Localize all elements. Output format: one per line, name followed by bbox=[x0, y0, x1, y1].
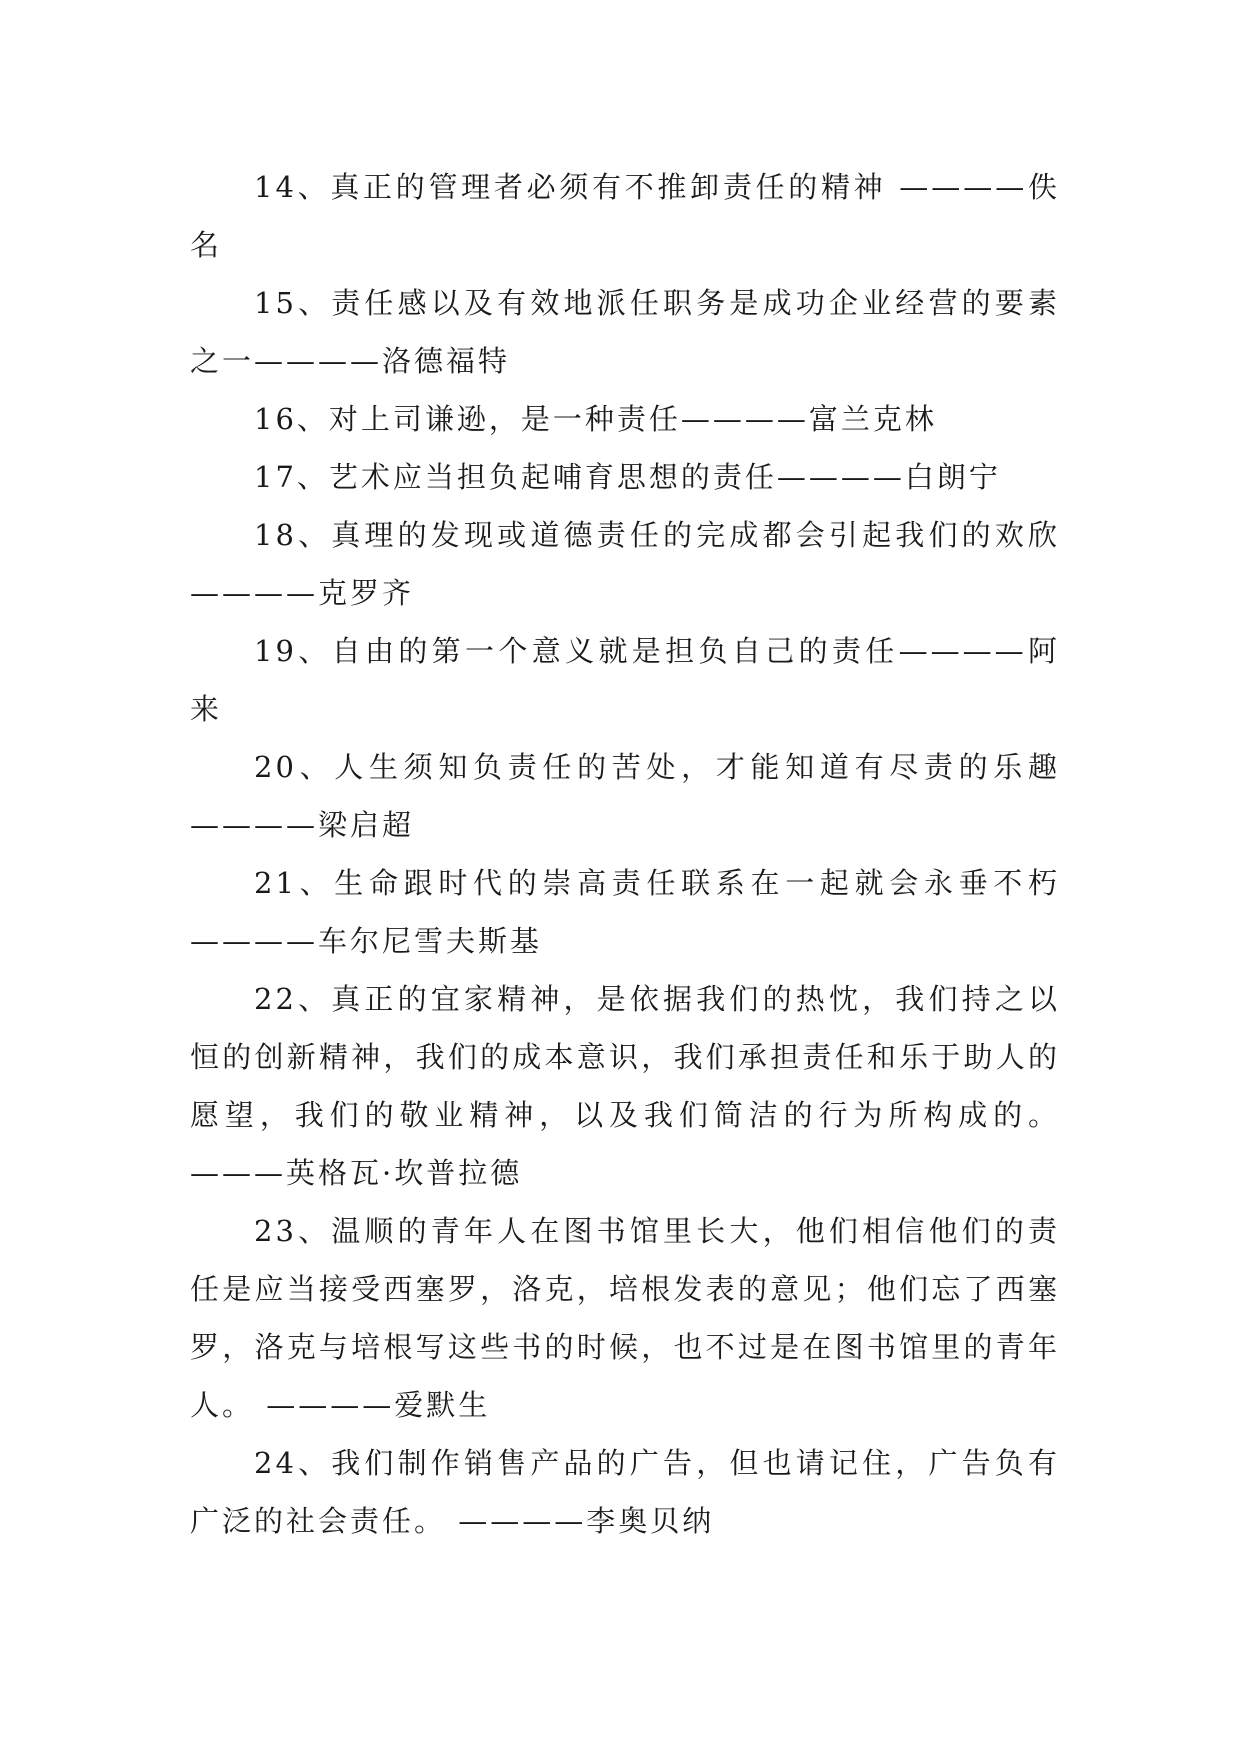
quote-23: 23、温顺的青年人在图书馆里长大，他们相信他们的责任是应当接受西塞罗，洛克，培根发表的意见；他们忘了西塞罗，洛克与培根写这些书的时候，也不过是在图书馆里的青年人。 ————爱默生 bbox=[190, 1214, 1060, 1422]
quote-18: 18、真理的发现或道德责任的完成都会引起我们的欢欣————克罗齐 bbox=[190, 518, 1060, 610]
quote-21: 21、生命跟时代的崇高责任联系在一起就会永垂不朽————车尔尼雪夫斯基 bbox=[190, 866, 1060, 958]
quote-16: 16、对上司谦逊，是一种责任————富兰克林 bbox=[254, 402, 937, 436]
quote-22: 22、真正的宜家精神，是依据我们的热忱，我们持之以恒的创新精神，我们的成本意识，我们承担责任和乐于助人的愿望，我们的敬业精神，以及我们简洁的行为所构成的。———英格瓦·坎普拉德 bbox=[190, 982, 1060, 1190]
quote-17: 17、艺术应当担负起哺育思想的责任————白朗宁 bbox=[254, 460, 1001, 494]
quote-20: 20、人生须知负责任的苦处，才能知道有尽责的乐趣————梁启超 bbox=[190, 750, 1060, 842]
quote-14: 14、真正的管理者必须有不推卸责任的精神 ————佚名 bbox=[190, 170, 1060, 262]
quote-list bbox=[190, 158, 1060, 1550]
quote-24: 24、我们制作销售产品的广告，但也请记住，广告负有广泛的社会责任。 ————李奥贝纳 bbox=[190, 1446, 1060, 1538]
quote-15: 15、责任感以及有效地派任职务是成功企业经营的要素之一————洛德福特 bbox=[190, 286, 1060, 378]
quote-19: 19、自由的第一个意义就是担负自己的责任————阿来 bbox=[190, 634, 1060, 726]
